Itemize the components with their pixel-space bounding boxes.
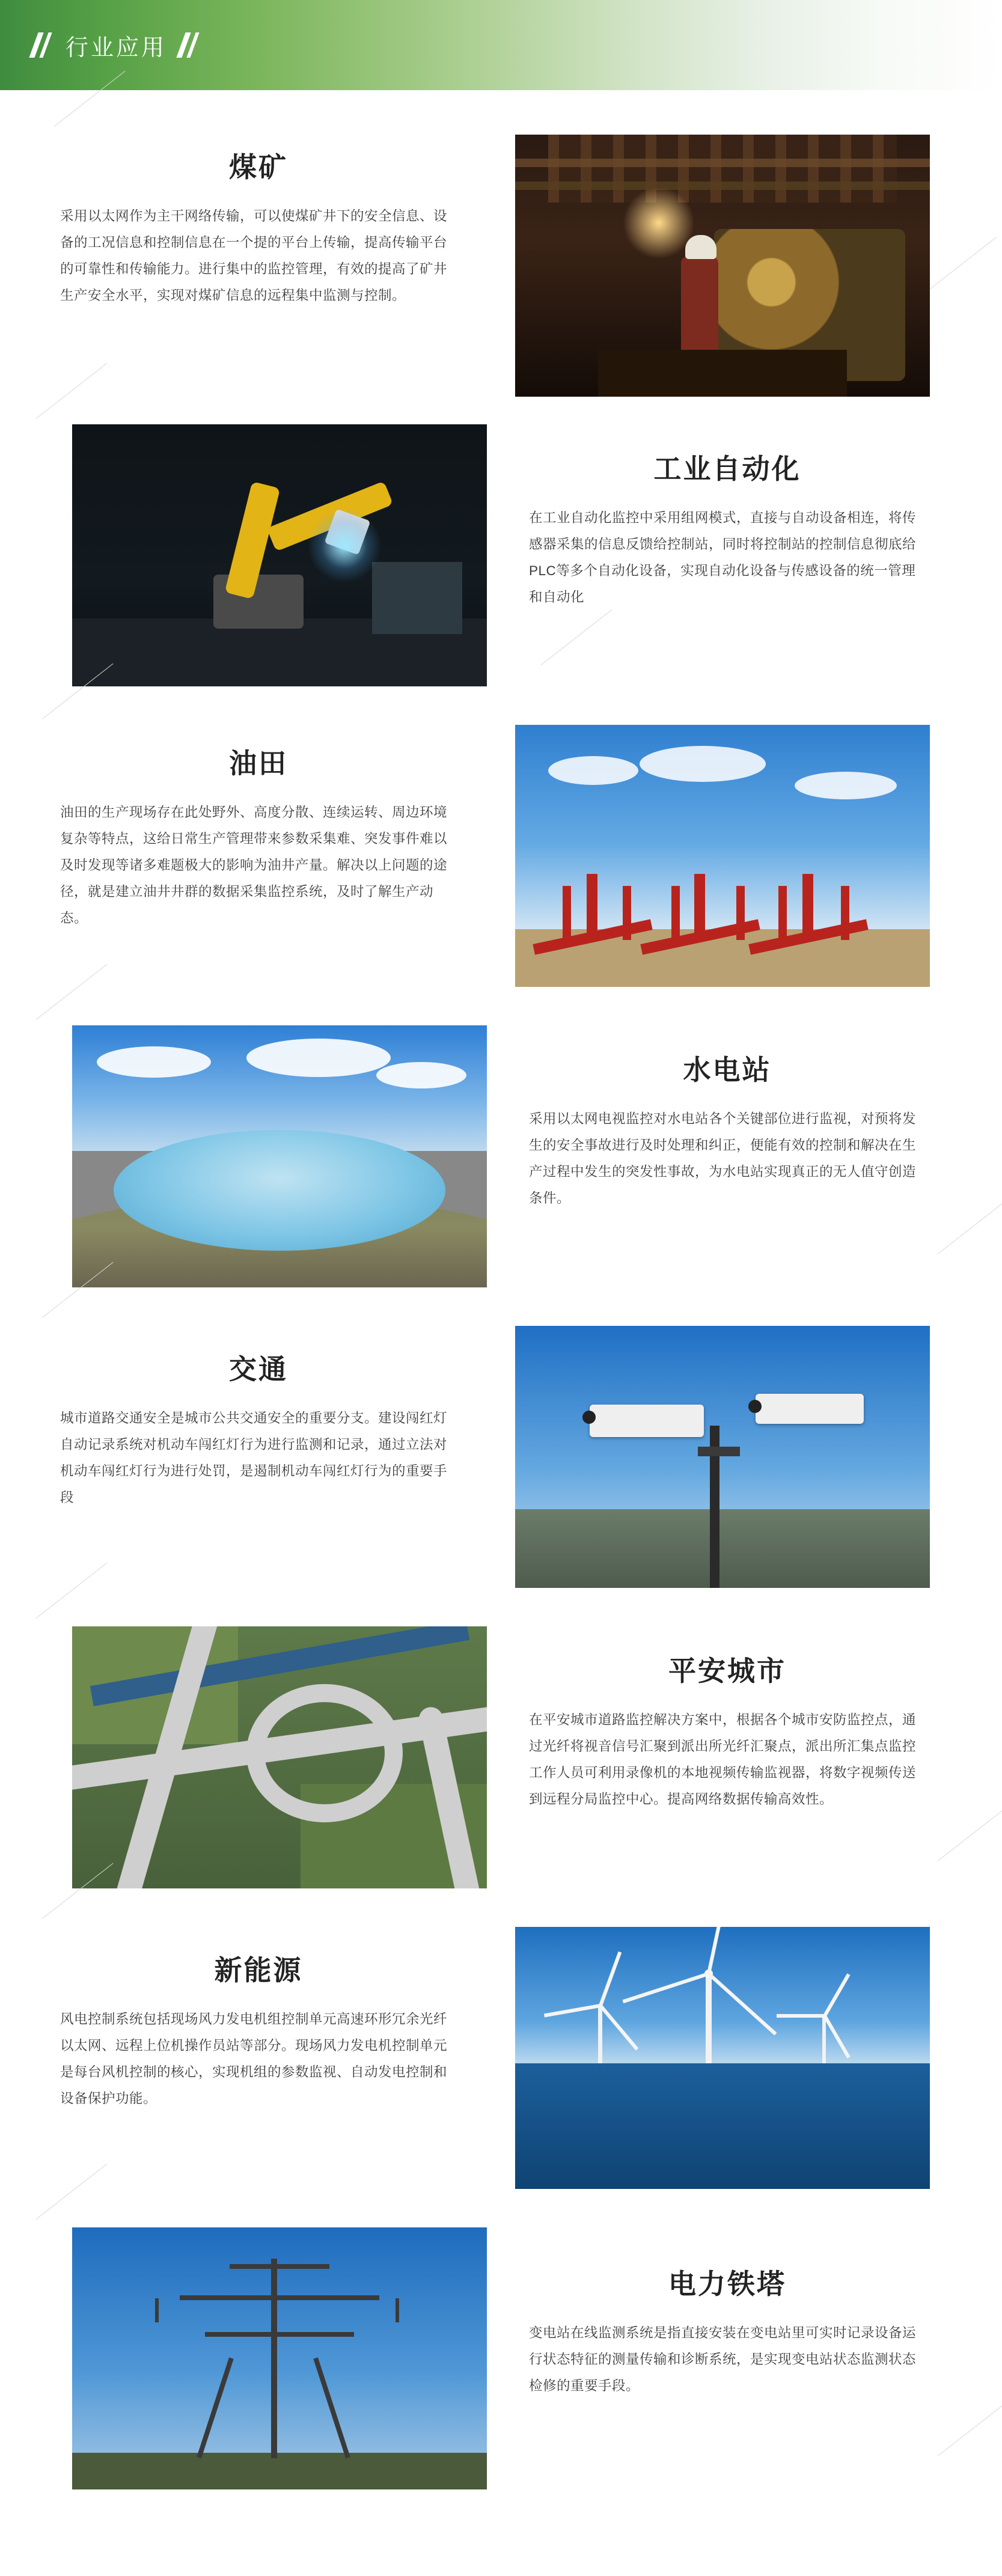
reservoir-illustration: [72, 1025, 487, 1287]
power-pylon-body: 变电站在线监测系统是指直接安装在变电站里可实时记录设备运行状态特征的测量传输和诊断系统，是实现变电站状态监测状态检修的重要手段。: [529, 2325, 917, 2393]
oil-field-text: [60, 742, 457, 932]
section-new-energy: [0, 1915, 1002, 2215]
coal-mine-text: [60, 145, 457, 309]
page-title: 行业应用: [66, 35, 167, 61]
deco-line: [938, 1198, 1002, 1254]
oil-field-title: 油田: [229, 748, 288, 779]
section-traffic: [0, 1314, 1002, 1614]
page-header: [0, 0, 1002, 90]
new-energy-image: [515, 1927, 930, 2189]
section-power-pylon: [0, 2215, 1002, 2516]
power-pylon-title: 电力铁塔: [668, 2268, 786, 2300]
oil-field-image: [515, 725, 930, 987]
coal-mine-body: 采用以太网作为主干网络传输，可以使煤矿井下的安全信息、设备的工况信息和控制信息在一个提的平台上传输，提高传输平台的可靠性和传输能力。进行集中的监控管理，有效的提高了矿井生产安全水平，实现对煤矿信息的远程集中监测与控制。: [60, 209, 448, 303]
industrial-automation-title: 工业自动化: [653, 453, 801, 484]
power-pylon-text: [529, 2262, 926, 2399]
coal-mine-title: 煤矿: [229, 151, 288, 183]
traffic-text: [60, 1348, 457, 1511]
wind-turbine-illustration: [515, 1927, 930, 2189]
hydropower-body: 采用以太网电视监控对水电站各个关键部位进行监视，对预将发生的安全事故进行及时处理和纠正，便能有效的控制和解决在生产过程中发生的突发性事故，为水电站实现真正的无人值守创造条件。: [529, 1111, 917, 1206]
header-inner: [0, 29, 213, 62]
sections-container: [0, 90, 1002, 2576]
traffic-body: 城市道路交通安全是城市公共交通安全的重要分支。建设闯红灯自动记录系统对机动车闯红灯行为进行监测和记录，通过立法对机动车闯红灯行为进行处罚，是遏制机动车闯红灯行为的重要手段: [60, 1411, 448, 1505]
interchange-illustration: [72, 1626, 487, 1888]
deco-line: [938, 2401, 1002, 2456]
footer-space: [0, 2516, 1002, 2540]
oil-field-body: 油田的生产现场存在此处野外、高度分散、连续运转、周边环境复杂等特点，这给日常生产管理带来参数采集难、突发事件难以及时发现等诸多难题极大的影响为油井产量。解决以上问题的途径，就是建立油井井群的数据采集监控系统，及时了解生产动态。: [60, 805, 448, 926]
section-industrial-automation: [0, 412, 1002, 713]
industrial-automation-text: [529, 447, 926, 611]
safe-city-body: 在平安城市道路监控解决方案中，根据各个城市安防监控点，通过光纤将视音信号汇聚到派出所光纤汇聚点，派出所汇集点监控工作人员可利用录像机的本地视频传输监视器，将数字视频传送到远程分局监控中心。提高网络数据传输高效性。: [529, 1712, 917, 1807]
new-energy-title: 新能源: [214, 1955, 303, 1986]
pumpjack-illustration: [515, 725, 930, 987]
coal-mine-image: [515, 135, 930, 397]
slash-decoration-right: [181, 32, 200, 58]
deco-line: [926, 237, 997, 293]
safe-city-image: [72, 1626, 487, 1888]
deco-line: [541, 609, 613, 665]
industrial-automation-body: 在工业自动化监控中采用组网模式，直接与自动设备相连，将传感器采集的信息反馈给控制站，同时将控制站的控制信息彻底给PLC等多个自动化设备，实现自动化设备与传感设备的统一管理和自动化: [529, 510, 917, 605]
new-energy-body: 风电控制系统包括现场风力发电机组控制单元高速环形冗余光纤以太网、远程上位机操作员站等部分。现场风力发电机控制单元是每台风机控制的核心，实现机组的参数监视、自动发电控制和设备保护功能。: [60, 2012, 448, 2106]
power-pylon-image: [72, 2227, 487, 2489]
new-energy-text: [60, 1949, 457, 2112]
section-hydropower: [0, 1013, 1002, 1314]
section-safe-city: [0, 1614, 1002, 1915]
deco-line: [938, 1805, 1002, 1861]
pylon-illustration: [72, 2227, 487, 2489]
traffic-image: [515, 1326, 930, 1588]
coal-mine-illustration: [515, 135, 930, 397]
traffic-title: 交通: [229, 1354, 288, 1385]
safe-city-title: 平安城市: [668, 1655, 786, 1686]
hydropower-image: [72, 1025, 487, 1287]
safe-city-text: [529, 1649, 926, 1813]
hydropower-title: 水电站: [683, 1054, 772, 1085]
robot-arm-illustration: [72, 424, 487, 686]
hydropower-text: [529, 1048, 926, 1212]
section-oil-field: [0, 713, 1002, 1013]
traffic-camera-illustration: [515, 1326, 930, 1588]
industrial-automation-image: [72, 424, 487, 686]
slash-decoration-left: [34, 32, 52, 58]
section-coal-mine: [0, 112, 1002, 412]
